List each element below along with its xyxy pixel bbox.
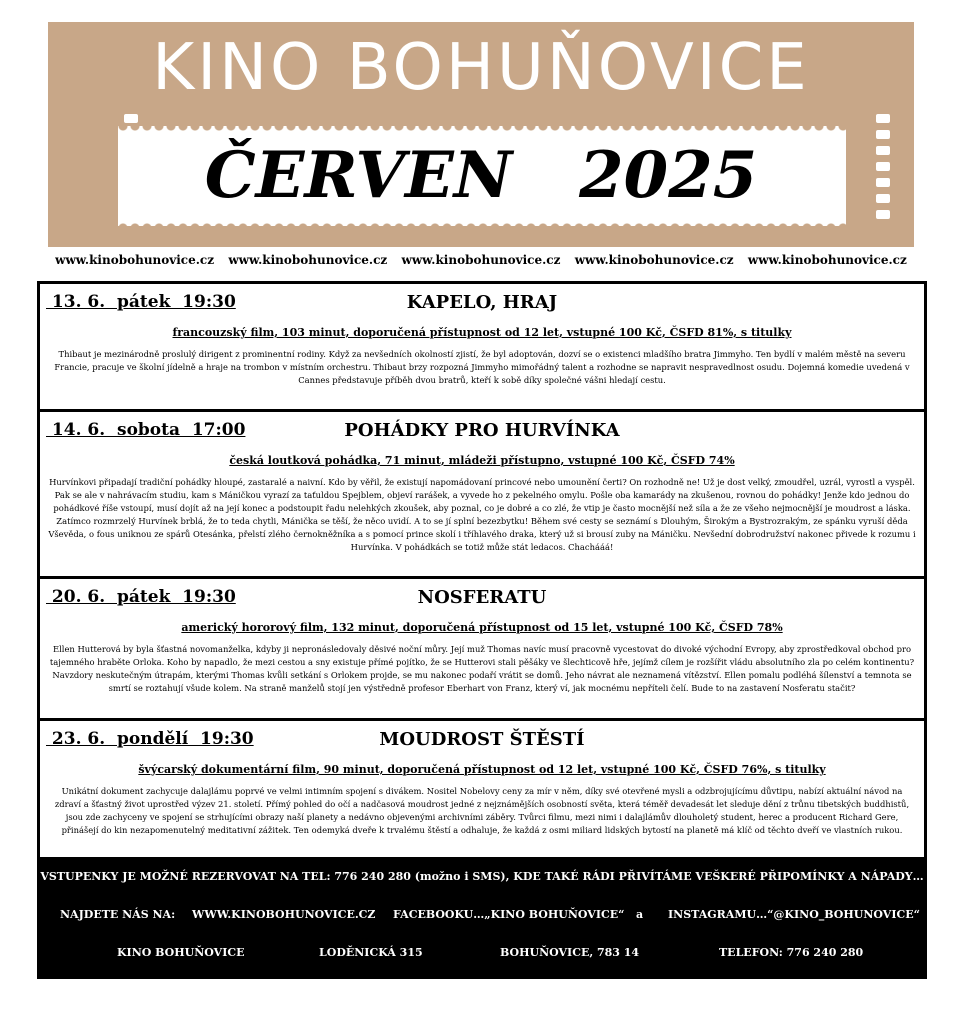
find-us-label: NAJDETE NÁS NA:	[60, 908, 176, 921]
film-description: Unikátní dokument zachycuje dalajlámu poprvé ve velmi intimním spojení s divákem. Nositel Nobelovy ceny za mír v něm, díky své otevřené mysli a odzbrojujícímu důvtipu, nabízí aktuální návod na zdraví a šťastný život uprostřed výzev 21. století. Přímý pohled do očí a nadčasová moudrost jedné z nejznámějších osobností světa, která téměř devadesát let sleduje dění z trůnu tibetských buddhistů, jsou zde zachyceny ve spojení se strhujícími obrazy naší planety a nedávno objevenými archivními záběry. Tvůrci filmu, mezi nimi i dalajlámův dlouholetý student, herec a producent Richard Gere, přinášejí do kin nezapomenutelný meditativní zážitek. Ten odemyká dveře k trvalému štěstí a odhaluje, že každá z osmi miliard lidských bytostí na planetě má klíč od těchto dveří ve vlastních rukou.	[54, 786, 910, 835]
film-meta: česká loutková pohádka, 71 minut, mládeži přístupno, vstupné 100 Kč, ČSFD 74%	[229, 454, 735, 467]
website-link[interactable]: www.kinobohunovice.cz	[55, 253, 215, 267]
film-date: 23. 6. pondělí 19:30	[46, 729, 254, 749]
website-link[interactable]: www.kinobohunovice.cz	[747, 253, 907, 267]
film-title: POHÁDKY PRO HURVÍNKA	[344, 420, 620, 441]
header-banner	[48, 22, 914, 247]
city-address: BOHUŇOVICE, 783 14	[500, 946, 640, 959]
contact-footer	[40, 857, 924, 976]
film-meta: americký hororový film, 132 minut, doporučená přístupnost od 15 let, vstupné 100 Kč, ČSFD 78%	[181, 621, 783, 634]
website-link[interactable]: www.kinobohunovice.cz	[401, 253, 561, 267]
cinema-name: KINO BOHUŇOVICE	[152, 31, 810, 105]
web-link[interactable]: WWW.KINOBOHUNOVICE.CZ	[192, 908, 376, 921]
film-block-moudrost-stesti	[40, 721, 924, 857]
film-meta: francouzský film, 103 minut, doporučená přístupnost od 12 let, vstupné 100 Kč, ČSFD 81%, s titulky	[172, 326, 792, 339]
film-description: Ellen Hutterová by byla šťastná novomanželka, kdyby ji nepronásledovaly děsivé noční můry. Její muž Thomas navíc musí pracovně vycestovat do divoké východní Evropy, aby zprostředkoval obchod pro tajemného hraběte Orloka. Koho by napadlo, že mezi cestou a sny existuje přímé pojítko, že se Hutterovi stali pěšáky ve šlechticově hře, jejímž cílem je rozšířit vládu absolutního zla po celém kontinentu? Navzdory neskutečným útrapám, kterými Thomas kvůli setkání s Orlokem projde, se mu nakonec podaří vrátit se domů. Jeho návrat ale neznamená vítězství. Ellen pomalu podléhá šílenství a temnota se smrtí se roztahují všude kolem. Na straně manželů stojí jen výstředně profesor Eberhart von Franz, který ví, jak mocnému nepříteli čelí. Bude to na zastavení Nosferatu stačit?	[49, 644, 915, 693]
film-block-pohadky-pro-hurvinka	[40, 412, 924, 579]
facebook-link[interactable]: FACEBOOKU…„KINO BOHUŇOVICE“	[393, 908, 625, 921]
film-title: MOUDROST ŠTĚSTÍ	[379, 729, 585, 750]
website-links	[48, 253, 914, 267]
film-block-kapelo-hraj	[40, 284, 924, 412]
film-meta: švýcarský dokumentární film, 90 minut, doporučená přístupnost od 12 let, vstupné 100 Kč, ČSFD 76%, s titulky	[138, 763, 826, 776]
cinema-name-footer: KINO BOHUŇOVICE	[117, 946, 245, 959]
film-date: 14. 6. sobota 17:00	[46, 420, 246, 440]
and-text: a	[636, 908, 644, 921]
film-title: KAPELO, HRAJ	[406, 292, 558, 313]
website-link[interactable]: www.kinobohunovice.cz	[574, 253, 734, 267]
film-block-nosferatu	[40, 579, 924, 721]
film-description: Hurvínkovi připadají tradiční pohádky hloupé, zastaralé a naivní. Kdo by věřil, že existují napomádovaní princové nebo umounění čerti? On rozhodně ne! Už je dost velký, zmoudřel, uzrál, vyrostl a vyspěl. Pak se ale v nahrávacím studiu, kam s Máničkou vyrazí za taťuldou Spejblem, objeví rarášek, a vyvede ho z pekelného omylu. Pošle oba kamarády na zkušenou, rovnou do pohádky! Jenže kdo jednou do pohádkové říše vstoupí, musí dojít až na její konec a podstoupit řadu nelehkých zkoušek, aby poznal, co je dobré a co zlé, že vtip je často mocnější než síla a že ze všeho nejmocnější je moudrost a láska. Zatímco rozmrzelý Hurvínek brblá, že to teda chytli, Mánička se těší, že něco uvidí. A to se jí splní bezezbytku! Během své cesty se seznámí s Dlouhým, Širokým a Bystrozrakým, ze spánku vyruší děda Vševěda, o fous uniknou ze spárů Otesánka, přelstí zlého černokněžníka a s pomocí prince skolí i tříhlavého draka, který už si brousí zuby na Máničku. Nevšední dobrodružství nakonec přivede k rozumu i Hurvínka. V pohádkách se totiž může stát ledacos. Chachááá!	[48, 477, 916, 552]
street-address: LODĚNICKÁ 315	[319, 946, 423, 959]
film-date: 13. 6. pátek 19:30	[46, 292, 236, 312]
website-link[interactable]: www.kinobohunovice.cz	[228, 253, 388, 267]
film-date: 20. 6. pátek 19:30	[46, 587, 236, 607]
film-description: Thibaut je mezinárodně proslulý dirigent z prominentní rodiny. Když za nevšedních okolností zjistí, že byl adoptován, dozví se o existenci mladšího bratra Jimmyho. Ten bydlí v malém městě na severu Francie, pracuje ve školní jídelně a hraje na trombon v místním orchestru. Thibaut brzy rozpozná Jimmyho mimořádný talent a rozhodne se napravit nespravedlnost osudu. Dojemná komedie uvedená v Cannes představuje příběh dvou bratrů, kteří k sobě díky společné vášni hledají cestu.	[54, 349, 910, 385]
program-box	[37, 281, 927, 979]
film-title: NOSFERATU	[417, 587, 547, 608]
instagram-link[interactable]: INSTAGRAMU…“@KINO_BOHUNOVICE“	[668, 908, 920, 921]
month-title: ČERVEN 2025	[204, 138, 758, 213]
reservation-info: VSTUPENKY JE MOŽNÉ REZERVOVAT NA TEL: 776 240 280 (možno i SMS), KDE TAKÉ RÁDI PŘIVÍTÁME VEŠKERÉ PŘIPOMÍNKY A NÁPADY…	[40, 870, 924, 883]
phone-number[interactable]: TELEFON: 776 240 280	[719, 946, 864, 959]
